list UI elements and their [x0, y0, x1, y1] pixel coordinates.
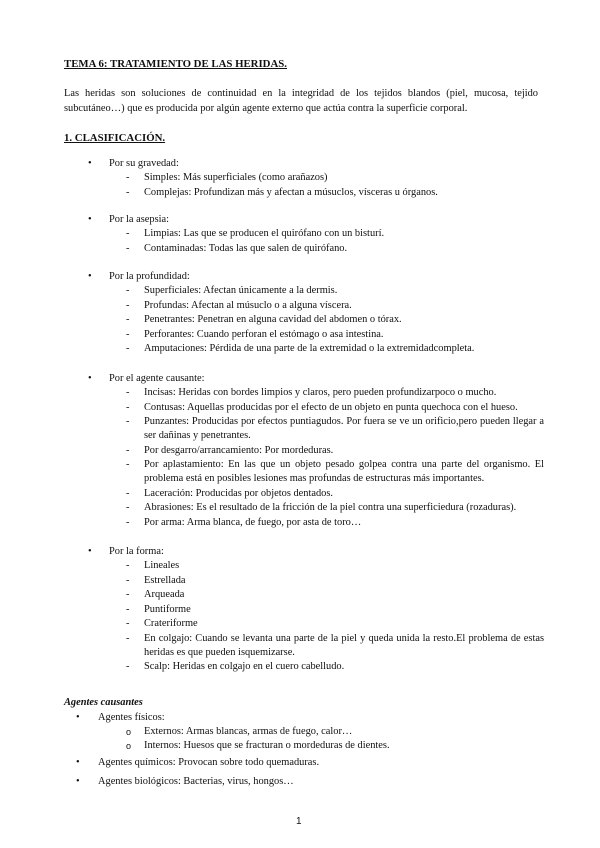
list-item: - Laceración: Producidas por objetos dentados.	[126, 487, 333, 499]
list-item: - Incisas: Heridas con bordes limpios y claros, pero pueden profundizarpoco o mucho.	[126, 387, 497, 398]
list-item: o Internos: Huesos que se fracturan o mordeduras de dientes.	[126, 740, 390, 751]
classification-agente	[64, 371, 544, 530]
dash-icon: -	[126, 242, 130, 254]
bullet-icon: •	[88, 373, 92, 384]
dash-icon: -	[126, 632, 130, 644]
list-item: - Contaminadas: Todas las que salen de quirófano.	[126, 242, 348, 254]
classification-profundidad	[64, 269, 544, 357]
dash-icon: -	[126, 299, 130, 311]
intro-paragraph: Las heridas son soluciones de continuidad en la integridad de los tejidos blandos (piel, mucosa, tejido subcutáneo…) que es producida por algún agente externo que actúa contra la superficie corporal.	[64, 88, 538, 114]
circle-bullet-icon: o	[126, 741, 132, 751]
list-item: - Por desgarro/arrancamiento: Por mordeduras.	[126, 444, 334, 456]
classification-label: Por su gravedad:	[109, 158, 179, 169]
dash-icon: -	[126, 560, 130, 571]
dash-icon: -	[126, 444, 130, 456]
page-number: 1	[296, 816, 302, 827]
list-item: - Penetrantes: Penetran en alguna cavidad del abdomen o tórax.	[126, 314, 402, 325]
dash-icon: -	[126, 487, 130, 499]
circle-bullet-icon: o	[126, 727, 132, 737]
dash-icon: -	[126, 516, 130, 528]
list-item: - Limpias: Las que se producen el quirófano con un bisturí.	[126, 228, 385, 239]
section-heading: 1. CLASIFICACIÓN.	[64, 132, 166, 144]
classification-label: Por la asepsia:	[109, 214, 170, 225]
bullet-icon: •	[88, 158, 92, 169]
agents-biologicos: • Agentes biológicos: Bacterias, virus, hongos…	[76, 776, 294, 787]
bullet-icon: •	[88, 214, 92, 225]
classification-asepsia	[64, 212, 544, 256]
document-title: TEMA 6: TRATAMIENTO DE LAS HERIDAS.	[64, 58, 287, 70]
classification-gravedad	[64, 156, 544, 200]
agents-fisicos	[64, 711, 544, 753]
list-item: - Simples: Más superficiales (como arañazos)	[126, 172, 328, 183]
dash-icon: -	[126, 328, 130, 340]
dash-icon: -	[126, 285, 130, 296]
dash-icon: -	[126, 228, 130, 239]
classification-label: Por la forma:	[109, 546, 164, 557]
list-item: - Estrellada	[126, 574, 186, 586]
dash-icon: -	[126, 459, 130, 470]
dash-icon: -	[126, 172, 130, 183]
classification-forma	[64, 544, 544, 675]
list-item: - Superficiales: Afectan únicamente a la dermis.	[126, 285, 338, 296]
bullet-icon: •	[88, 546, 92, 557]
classification-label: Por la profundidad:	[109, 271, 190, 282]
dash-icon: -	[126, 314, 130, 325]
list-item: - Por aplastamiento: En las que un objeto pesado golpea contra una parte del organismo. El problema está en posibles lesiones mas profundas de estructuras más importantes.	[126, 459, 544, 484]
agents-heading: Agentes causantes	[64, 697, 143, 708]
bullet-icon: •	[76, 712, 80, 723]
list-item: - Lineales	[126, 560, 180, 571]
dash-icon: -	[126, 401, 130, 413]
list-item: - Amputaciones: Pérdida de una parte de la extremidad o la extremidadcompleta.	[126, 343, 475, 354]
list-item: - Perforantes: Cuando perforan el estómago o asa intestina.	[126, 328, 384, 340]
agents-fisicos-label: Agentes físicos:	[98, 712, 165, 723]
list-item: - Abrasiones: Es el resultado de la fricción de la piel contra una superficiedura (rozaduras).	[126, 502, 517, 513]
bullet-icon: •	[76, 757, 80, 768]
list-item: - Punzantes: Producidas por efectos puntiagudos. Por fuera se ve un orificio,pero pueden llegar a ser dañinas y penetrantes.	[126, 416, 544, 441]
list-item: - En colgajo: Cuando se levanta una parte de la piel y queda unida la resto.El problema de estas heridas es que pueden isquemizarse.	[126, 632, 544, 658]
dash-icon: -	[126, 186, 130, 198]
list-item: - Arqueada	[126, 589, 185, 600]
list-item: o Externos: Armas blancas, armas de fuego, calor…	[126, 726, 353, 737]
dash-icon: -	[126, 574, 130, 586]
dash-icon: -	[126, 603, 130, 615]
dash-icon: -	[126, 589, 130, 600]
list-item: - Puntiforme	[126, 603, 191, 615]
dash-icon: -	[126, 416, 130, 427]
list-item: - Scalp: Heridas en colgajo en el cuero cabelludo.	[126, 661, 345, 672]
classification-label: Por el agente causante:	[109, 373, 205, 384]
list-item: - Por arma: Arma blanca, de fuego, por asta de toro…	[126, 516, 362, 528]
bullet-icon: •	[88, 271, 92, 282]
list-item: - Profundas: Afectan al músuclo o a alguna víscera.	[126, 299, 352, 311]
bullet-icon: •	[76, 776, 80, 787]
list-item: - Crateriforme	[126, 618, 198, 629]
agents-quimicos: • Agentes químicos: Provocan sobre todo quemaduras.	[76, 757, 320, 768]
dash-icon: -	[126, 618, 130, 629]
dash-icon: -	[126, 661, 130, 672]
list-item: - Contusas: Aquellas producidas por el efecto de un objeto en punta quechoca con el hueso.	[126, 401, 518, 413]
dash-icon: -	[126, 387, 130, 398]
dash-icon: -	[126, 502, 130, 513]
list-item: - Complejas: Profundizan más y afectan a músuclos, vísceras u órganos.	[126, 186, 438, 198]
dash-icon: -	[126, 343, 130, 354]
